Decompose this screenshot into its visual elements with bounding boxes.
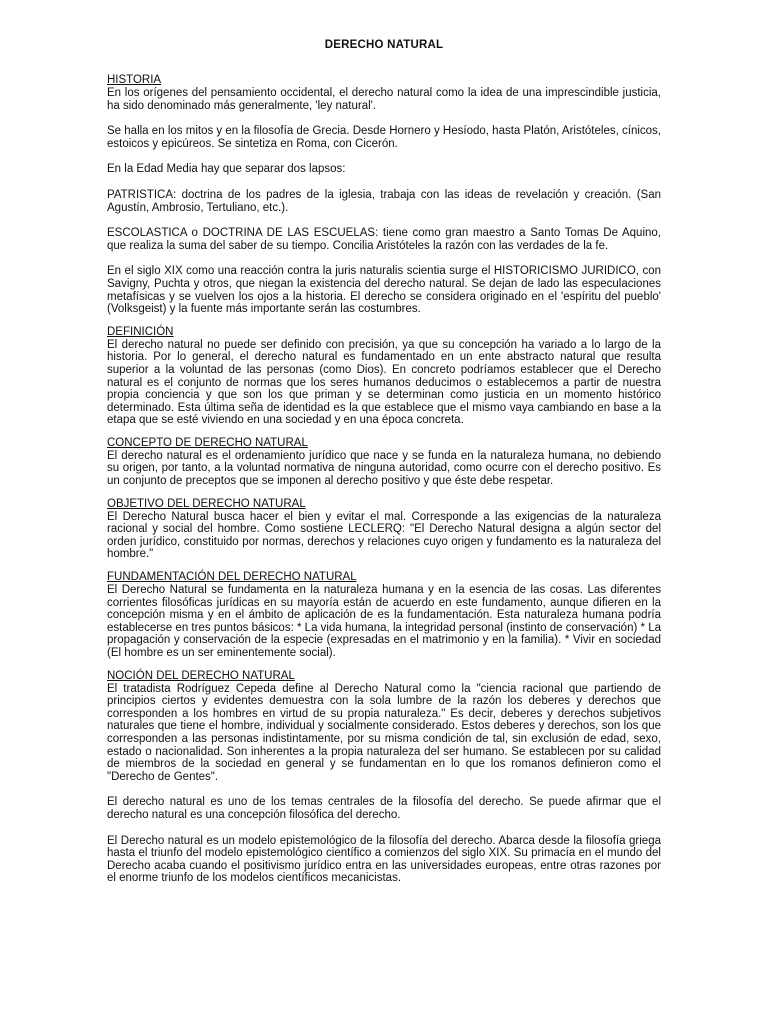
section-objetivo [107,498,661,561]
paragraph: PATRISTICA: doctrina de los padres de la iglesia, trabaja con las ideas de revelación y creación. (San Agustín, Ambrosio, Tertuliano, etc.). [107,188,661,214]
document-title: DERECHO NATURAL [324,39,444,51]
paragraph: Se halla en los mitos y en la filosofía de Grecia. Desde Hornero y Hesíodo, hasta Platón, Aristóteles, cínicos, estoicos y epicúreos. Se sintetiza en Roma, con Cicerón. [107,125,661,150]
section-historia [107,74,661,316]
paragraph: En el siglo XIX como una reacción contra la juris naturalis scientia surge el HISTORICISMO JURIDICO, con Savigny, Puchta y otros, que niegan la existencia del derecho natural. Se dejan de lado las especulaciones metafísicas y se vuelven los ojos a la historia. El derecho se considera originado en el 'espíritu del pueblo' (Volksgeist) y la fuente más importante serán las costumbres. [107,265,661,316]
paragraph: El Derecho Natural se fundamenta en la naturaleza humana y en la esencia de las cosas. Las diferentes corrientes filosóficas jurídicas en su mayoría están de acuerdo en este fundamento, aunque difieren en la concepción misma y en el ámbito de aplicación de es la fundamentación. Esta naturaleza humana podría establecerse en tres puntos básicos: * La vida humana, la integridad personal (instinto de conservación) * La propagación y conservación de la especie (expresadas en el matrimonio y en la familia). * Vivir en sociedad (El hombre es un ser eminentemente social). [107,584,661,659]
section-nocion [107,670,661,885]
section-heading-fundamentacion: FUNDAMENTACIÓN DEL DERECHO NATURAL [107,571,357,584]
paragraph: El Derecho natural es un modelo epistemológico de la filosofía del derecho. Abarca desde la filosofía griega hasta el triunfo del modelo epistemológico científico a comienzos del siglo XIX. Su primacía en el mundo del Derecho acaba cuando el positivismo jurídico entra en las universidades europeas, entre otras razones por el enorme triunfo de los modelos científicos mecanicistas. [107,834,661,885]
paragraph: El derecho natural no puede ser definido con precisión, ya que su concepción ha variado a lo largo de la historia. Por lo general, el derecho natural es fundamentado en un ente abstracto natural que resulta superior a la voluntad de las personas (como Dios). En concreto podríamos establecer que el Derecho natural es el conjunto de normas que los seres humanos deducimos o establecemos a partir de nuestra propia conciencia y que son los que priman y se determinan como justicia en un momento histórico determinado. Esta última seña de identidad es la que establece que el mismo vaya cambiando en base a la etapa que se esté viviendo en una sociedad y en una época concreta. [107,338,661,427]
paragraph: El derecho natural es uno de los temas centrales de la filosofía del derecho. Se puede afirmar que el derecho natural es una concepción filosófica del derecho. [107,796,661,821]
section-definicion [107,326,661,427]
section-heading-historia: HISTORIA [107,74,162,86]
section-fundamentacion [107,571,661,660]
section-heading-nocion: NOCIÓN DEL DERECHO NATURAL [107,669,295,682]
section-concepto [107,437,661,488]
paragraph: En los orígenes del pensamiento occidental, el derecho natural como la idea de una imprescindible justicia, ha sido denominado más generalmente, 'ley natural'. [107,87,661,112]
section-heading-objetivo: OBJETIVO DEL DERECHO NATURAL [107,497,306,510]
paragraph: El tratadista Rodríguez Cepeda define al Derecho Natural como la "ciencia racional que partiendo de principios ciertos y evidentes demuestra con la sola lumbre de la razón los deberes y derechos que corresponden a los hombres en virtud de su propia naturaleza." Es decir, deberes y derechos subjetivos naturales que tiene el hombre, individual y socialmente considerado. Estos deberes y derechos, son los que corresponden a las personas indistintamente, por su misma condición de tal, sin exclusión de edad, sexo, estado o nacionalidad. Son inherentes a la propia naturaleza del ser humano. Se establecen por su calidad de miembros de la sociedad en general y se fundamentan en lo que los romanos definieron como el "Derecho de Gentes". [107,682,661,783]
paragraph: En la Edad Media hay que separar dos lapsos: [107,163,346,176]
paragraph: El derecho natural es el ordenamiento jurídico que nace y se funda en la naturaleza humana, no debiendo su origen, por tanto, a la voluntad normativa de ninguna autoridad, como ocurre con el derecho positivo. Es un conjunto de preceptos que se imponen al derecho positivo y que éste debe respetar. [107,449,661,488]
paragraph: ESCOLASTICA o DOCTRINA DE LAS ESCUELAS: tiene como gran maestro a Santo Tomas De Aquino, que realiza la suma del saber de su tiempo. Concilia Aristóteles la razón con las verdades de la fe. [107,227,661,252]
section-heading-concepto: CONCEPTO DE DERECHO NATURAL [107,436,308,449]
section-heading-definicion: DEFINICIÓN [107,325,174,338]
paragraph: El Derecho Natural busca hacer el bien y evitar el mal. Corresponde a las exigencias de la naturaleza racional y social del hombre. Como sostiene LECLERQ: "El Derecho Natural designa a algún sector del orden jurídico, constituido por normas, derechos y relaciones cuyo origen y fundamento es la naturaleza del hombre." [107,510,661,561]
document-page [107,38,661,898]
